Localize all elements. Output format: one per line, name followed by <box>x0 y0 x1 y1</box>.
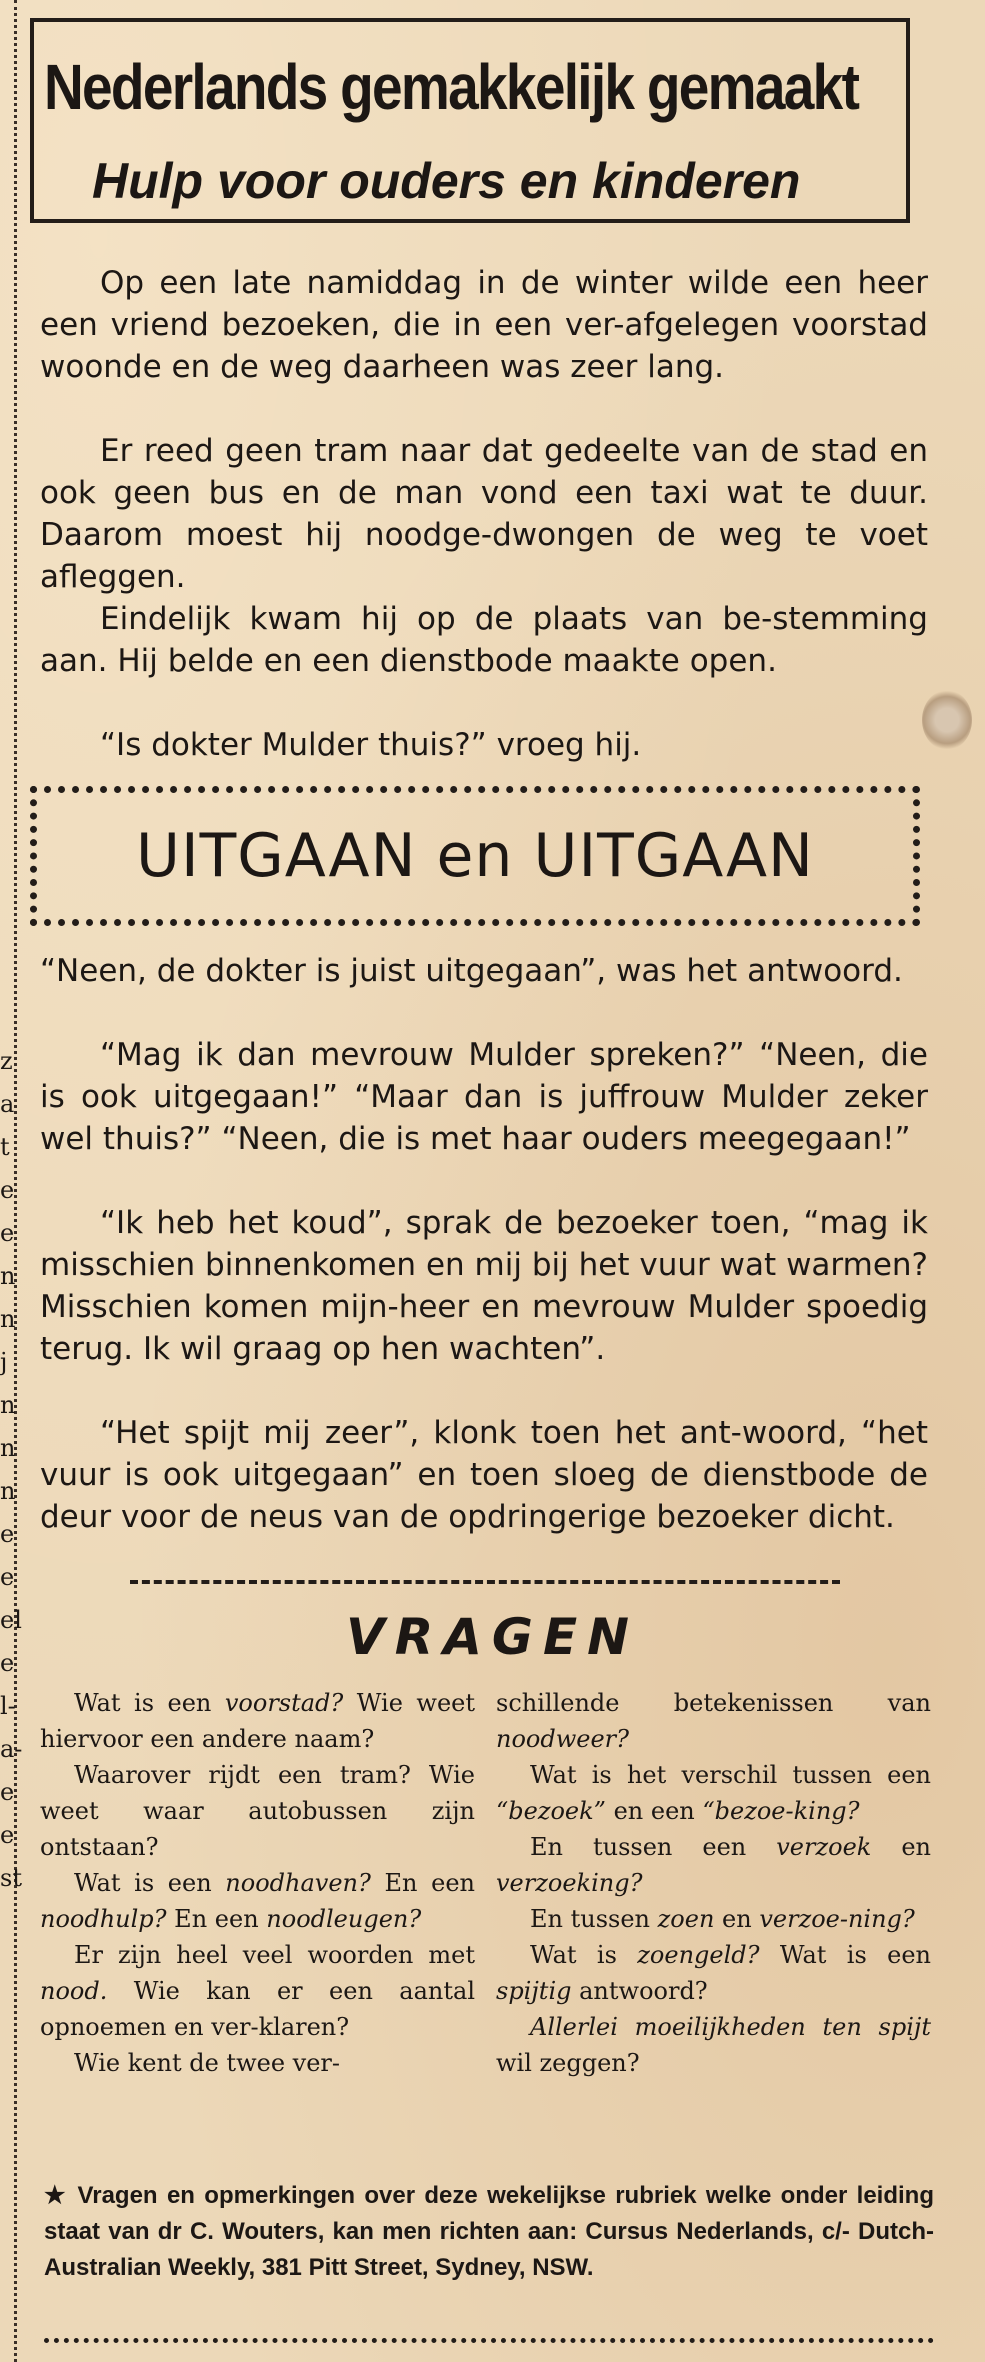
fragment: l- <box>0 1692 16 1720</box>
subheadline: Hulp voor ouders en kinderen <box>92 153 801 209</box>
fragment: j <box>0 1348 8 1376</box>
story-paragraph: “Is dokter Mulder thuis?” vroeg hij. <box>100 727 642 763</box>
headline: Nederlands gemakkelijk gemaakt <box>44 51 859 123</box>
fragment: n <box>0 1434 16 1462</box>
question: Wat is zoengeld? Wat is een spijtig antwoord? <box>496 1941 931 2005</box>
story-paragraph: “Neen, de dokter is juist uitgegaan”, was het antwoord. <box>40 953 903 989</box>
fragment: st <box>0 1864 22 1892</box>
story-paragraph: Eindelijk kwam hij op de plaats van be-stemming aan. Hij belde en een dienstbode maakte open. <box>40 601 928 679</box>
question: Allerlei moeilijkheden ten spijt wil zeggen? <box>496 2013 931 2077</box>
left-column-fragments <box>0 1040 24 1900</box>
fragment: n <box>0 1391 16 1419</box>
fragment: e <box>0 1176 15 1204</box>
question: Wat is een voorstad? Wie weet hiervoor een andere naam? <box>40 1689 475 1753</box>
fragment: e <box>0 1563 15 1591</box>
fragment: e <box>0 1821 15 1849</box>
bottom-rule <box>44 2338 934 2343</box>
questions-right-column <box>496 1685 931 2081</box>
paper-stain <box>922 690 972 750</box>
story-paragraph: Er reed geen tram naar dat gedeelte van de stad en ook geen bus en de man vond een taxi wat te duur. Daarom moest hij noodge-dwongen de weg te voet afleggen. <box>40 433 928 595</box>
fragment: t <box>0 1133 10 1161</box>
fragment: a <box>0 1090 15 1118</box>
fragment: el <box>0 1606 22 1634</box>
question: Waarover rijdt een tram? Wie weet waar autobussen zijn ontstaan? <box>40 1761 475 1861</box>
fragment: n <box>0 1477 16 1505</box>
story-paragraph: “Mag ik dan mevrouw Mulder spreken?” “Neen, die is ook uitgegaan!” “Maar dan is juffrouw Mulder zeker wel thuis?” “Neen, die is met haar ouders meegegaan!” <box>40 1037 928 1157</box>
fragment: n <box>0 1262 16 1290</box>
section-title-frame <box>30 786 920 926</box>
question: En tussen zoen en verzoe-ning? <box>530 1905 915 1933</box>
question: Wie kent de twee ver- <box>74 2049 340 2077</box>
fragment: e <box>0 1520 15 1548</box>
question: Wat is een noodhaven? En een noodhulp? En een noodleugen? <box>40 1869 475 1933</box>
footer-note: ★ Vragen en opmerkingen over deze wekelijkse rubriek welke onder leiding staat van dr C. Wouters, kan men richten aan: Cursus Nederlands, c/- Dutch-Australian Weekly, 381 Pitt Street, Sydney, NSW. <box>44 2182 934 2281</box>
question: schillende betekenissen van noodweer? <box>496 1689 931 1753</box>
question: Er zijn heel veel woorden met nood. Wie kan er een aantal opnoemen en ver-klaren? <box>40 1941 475 2041</box>
question: En tussen een verzoek en verzoeking? <box>496 1833 931 1897</box>
story-paragraph: “Ik heb het koud”, sprak de bezoeker toen, “mag ik misschien binnenkomen en mij bij het vuur wat warmen? Misschien komen mijn-heer en mevrouw Mulder spoedig terug. Ik wil graag op hen wachten”. <box>40 1205 928 1367</box>
questions-heading: VRAGEN <box>346 1608 639 1666</box>
story-paragraph: Op een late namiddag in de winter wilde een heer een vriend bezoeken, die in een ver-afgelegen voorstad woonde en de weg daarheen was zeer lang. <box>40 265 928 385</box>
fragment: z <box>0 1047 13 1075</box>
fragment: e <box>0 1219 15 1247</box>
section-title: UITGAAN en UITGAAN <box>136 821 814 891</box>
fragment: a- <box>0 1735 23 1763</box>
fragment: n <box>0 1305 16 1333</box>
questions-left-column <box>40 1685 475 2081</box>
fragment: e <box>0 1649 15 1677</box>
section-divider <box>130 1580 840 1584</box>
question: Wat is het verschil tussen een “bezoek” en een “bezoe-king? <box>496 1761 931 1825</box>
story-paragraph: “Het spijt mij zeer”, klonk toen het ant-woord, “het vuur is ook uitgegaan” en toen sloeg de dienstbode de deur voor de neus van de opdringerige bezoeker dicht. <box>40 1415 928 1535</box>
fragment: e <box>0 1778 15 1806</box>
